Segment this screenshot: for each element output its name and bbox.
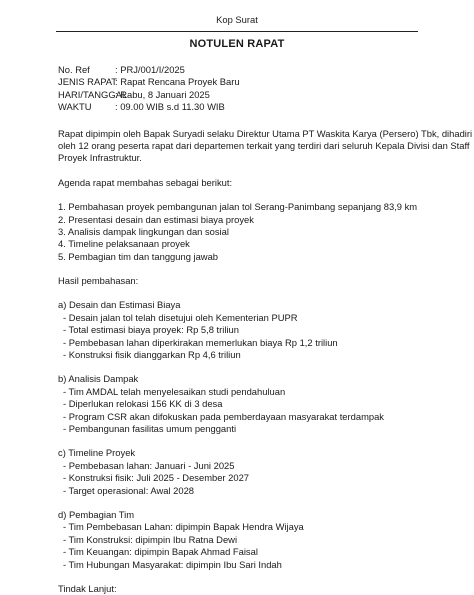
meta-block (58, 64, 418, 114)
meta-value: : PRJ/001/I/2025 (115, 64, 185, 75)
agenda-item: 5. Pembagian tim dan tanggung jawab (58, 250, 219, 262)
intro-line: Rapat dipimpin oleh Bapak Suryadi selaku Direktur Utama PT Waskita Karya (Persero) Tbk, dihadiri (58, 127, 473, 139)
section-item: - Target operasional: Awal 2028 (63, 484, 194, 496)
section-item: - Konstruksi fisik: Juli 2025 - Desember 2027 (63, 472, 250, 484)
meta-value: : 09.00 WIB s.d 11.30 WIB (115, 101, 225, 113)
section-item: - Tim Hubungan Masyarakat: dipimpin Ibu Sari Indah (63, 558, 282, 570)
section-item: - Program CSR akan difokuskan pada pemberdayaan masyarakat terdampak (63, 410, 384, 422)
agenda-item: 3. Analisis dampak lingkungan dan sosial (58, 225, 229, 237)
results-heading: Hasil pembahasan: (58, 275, 139, 287)
section-heading: b) Analisis Dampak (58, 373, 139, 385)
agenda-item: 1. Pembahasan proyek pembangunan jalan tol Serang-Panimbang sepanjang 83,9 km (58, 201, 418, 213)
section-heading: c) Timeline Proyek (58, 447, 136, 459)
intro-line: Proyek Infrastruktur. (58, 152, 142, 164)
section-item: - Diperlukan relokasi 156 KK di 3 desa (63, 398, 223, 410)
meta-value: : Rabu, 8 Januari 2025 (115, 88, 210, 100)
header-divider (56, 31, 418, 32)
section-item: - Tim AMDAL telah menyelesaikan studi pendahuluan (63, 385, 286, 397)
intro-paragraph (58, 127, 473, 165)
section-item: - Tim Pembebasan Lahan: dipimpin Bapak Hendra Wijaya (63, 521, 304, 533)
meta-row (58, 64, 418, 76)
section-item: - Konstruksi fisik dianggarkan Rp 4,6 triliun (63, 349, 241, 361)
section-team (58, 509, 418, 571)
followup-heading: Tindak Lanjut: (58, 582, 117, 594)
document-body (58, 64, 473, 595)
intro-line: oleh 12 orang peserta rapat dari departemen terkait yang terdiri dari seluruh Kepala Divisi dan Staff (58, 139, 470, 151)
meta-key: HARI/TANGGAL (58, 88, 128, 100)
section-heading: a) Desain dan Estimasi Biaya (58, 299, 181, 311)
meta-value: : Rapat Rencana Proyek Baru (115, 76, 240, 88)
section-item: - Pembebasan lahan: Januari - Juni 2025 (63, 459, 235, 471)
section-item: - Tim Keuangan: dipimpin Bapak Ahmad Faisal (63, 546, 258, 558)
document-title: NOTULEN RAPAT (189, 38, 285, 50)
section-item: - Desain jalan tol telah disetujui oleh Kementerian PUPR (63, 311, 298, 323)
meta-row (58, 101, 418, 113)
agenda-item: 4. Timeline pelaksanaan proyek (58, 238, 190, 250)
section-item: - Tim Konstruksi: dipimpin Ibu Ratna Dewi (63, 533, 238, 545)
meta-key: JENIS RAPAT (58, 76, 118, 88)
agenda-list (58, 201, 418, 263)
agenda-heading: Agenda rapat membahas sebagai berikut: (58, 176, 233, 188)
meta-key: No. Ref (58, 64, 90, 75)
section-item: - Pembangunan fasilitas umum pengganti (63, 422, 237, 434)
section-impact (58, 373, 418, 435)
letterhead: Kop Surat (216, 14, 258, 25)
section-item: - Pembebasan lahan diperkirakan memerlukan biaya Rp 1,2 triliun (63, 336, 338, 348)
agenda-item: 2. Presentasi desain dan estimasi biaya proyek (58, 213, 254, 225)
section-design-cost (58, 299, 418, 361)
section-heading: d) Pembagian Tim (58, 508, 135, 520)
section-timeline (58, 447, 418, 497)
meta-row (58, 76, 418, 88)
meta-row (58, 89, 418, 101)
section-item: - Total estimasi biaya proyek: Rp 5,8 triliun (63, 324, 239, 336)
meta-key: WAKTU (58, 101, 92, 113)
